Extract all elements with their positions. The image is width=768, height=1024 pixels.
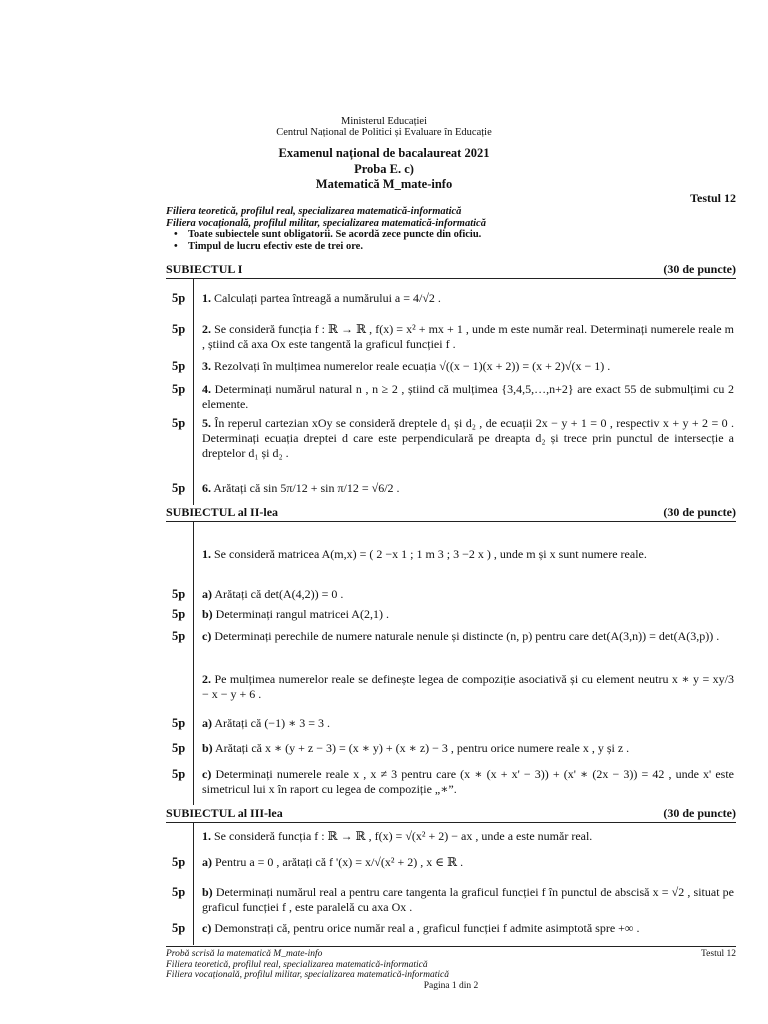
- points-label: 5p: [172, 855, 186, 869]
- subject-2-block: [166, 521, 736, 805]
- test-number: Testul 12: [690, 191, 736, 205]
- item-text: Arătați că sin 5π/12 + sin π/12 = √6/2 .: [213, 481, 400, 495]
- exam-title: Examenul național de bacalaureat 2021: [278, 146, 490, 160]
- subject-points: (30 de puncte): [663, 806, 736, 820]
- column-divider: [193, 279, 194, 505]
- points-label: 5p: [172, 416, 186, 430]
- points-label: 5p: [172, 382, 186, 396]
- page-number: Pagina 1 din 2: [423, 980, 479, 991]
- item-number: c): [202, 767, 212, 781]
- item-number: 4.: [202, 382, 211, 396]
- subject-title: SUBIECTUL al II-lea: [166, 505, 279, 519]
- item-number: 3.: [202, 359, 211, 373]
- item-number: 5.: [202, 416, 211, 430]
- proba-label: Proba E. c): [354, 161, 414, 176]
- item-text: Pe mulțimea numerelor reale se definește legea de compoziție asociativă și cu element neutru x ∗ y = xy/3 − x − y + 6 .: [202, 672, 735, 701]
- column-divider: [193, 522, 194, 805]
- item-text: Determinați perechile de numere naturale nenule și distincte (n, p) pentru care det(A(3,n)) = det(A(3,p)) .: [214, 629, 720, 643]
- item-text: Arătați că x ∗ (y + z − 3) = (x ∗ y) + (x ∗ z) − 3 , pentru orice numere reale x , y și z .: [215, 741, 630, 755]
- subject-title: SUBIECTUL I: [166, 262, 243, 276]
- points-label: 5p: [172, 741, 186, 755]
- item-number: a): [202, 716, 212, 730]
- footer-line-3: Filiera vocațională, profilul militar, specializarea matematică-informatică: [166, 970, 449, 980]
- points-label: 5p: [172, 607, 186, 621]
- points-label: 5p: [172, 767, 186, 781]
- item-number: 2.: [202, 322, 211, 336]
- item-text: Se consideră matricea A(m,x) = ( 2 −x 1 ; 1 m 3 ; 3 −2 x ) , unde m și x sunt numere reale.: [214, 547, 647, 561]
- item-text: Determinați numărul real a pentru care tangenta la graficul funcției f în punctul de abscisă x = √2 , situat pe graficul funcției f , este paralelă cu axa Ox .: [202, 885, 734, 914]
- intro-line-1: Filiera teoretică, profilul real, specializarea matematică-informatică: [166, 206, 462, 217]
- column-divider: [193, 823, 194, 945]
- item-text: Determinați numărul natural n , n ≥ 2 , știind că mulțimea {3,4,5,…,n+2} are exact 55 de submulțimi cu 2 elemente.: [202, 382, 734, 411]
- footer-line-1: Probă scrisă la matematică M_mate-info: [166, 949, 323, 959]
- footer-test: Testul 12: [701, 949, 736, 959]
- item-text: Se consideră funcția f : ℝ → ℝ , f(x) = √(x² + 2) − ax , unde a este număr real.: [214, 829, 593, 843]
- item-number: 6.: [202, 481, 211, 495]
- item-text: Arătați că det(A(4,2)) = 0 .: [214, 587, 344, 601]
- subject-1-heading: [166, 262, 736, 277]
- item-text: Determinați numerele reale x , x ≠ 3 pentru care (x ∗ (x + x' − 3)) + (x' ∗ (2x − 3)) = 42 , unde x' este simetricul lui x în raport cu legea de compoziție „∗”.: [202, 767, 734, 796]
- item-text: Demonstrați că, pentru orice număr real a , graficul funcției f admite asimptotă spre +∞ .: [214, 921, 640, 935]
- points-label: 5p: [172, 322, 186, 336]
- page-footer: [166, 946, 736, 991]
- subject-label: Matematică M_mate-info: [315, 177, 453, 191]
- item-text: Pentru a = 0 , arătați că f '(x) = x/√(x² + 2) , x ∈ ℝ .: [215, 855, 464, 869]
- item-number: c): [202, 921, 212, 935]
- subject-1-block: [166, 278, 736, 505]
- subject-points: (30 de puncte): [663, 505, 736, 519]
- points-label: 5p: [172, 291, 186, 305]
- item-number: b): [202, 741, 213, 755]
- item-number: a): [202, 587, 212, 601]
- points-label: 5p: [172, 629, 186, 643]
- center-name: Centrul Național de Politici și Evaluare în Educație: [276, 127, 492, 138]
- subject-points: (30 de puncte): [663, 262, 736, 276]
- points-label: 5p: [172, 359, 186, 373]
- intro-line-2: Filiera vocațională, profilul militar, specializarea matematică-informatică: [166, 217, 486, 229]
- instructions-list: [166, 229, 736, 252]
- subject-3-block: [166, 822, 736, 945]
- points-label: 5p: [172, 716, 186, 730]
- intro-block: [166, 206, 736, 252]
- item-text: Calculați partea întreagă a numărului a = 4/√2 .: [214, 291, 441, 305]
- subject-2-heading: [166, 505, 736, 520]
- item-text: În reperul cartezian xOy se consideră dreptele d₁ și d₂ , de ecuații 2x − y + 1 = 0 , respectiv x + y + 2 = 0 . Determinați ecuația dreptei d care este perpendiculară pe dreapta d₂ și trece prin punctul de intersecție a dreptelor d₁ și d₂ .: [202, 416, 735, 460]
- item-text: Arătați că (−1) ∗ 3 = 3 .: [214, 716, 330, 730]
- item-number: c): [202, 629, 212, 643]
- item-number: a): [202, 855, 212, 869]
- footer-line-2: Filiera teoretică, profilul real, specializarea matematică-informatică: [166, 959, 428, 970]
- item-number: b): [202, 607, 213, 621]
- ministry-name: Ministerul Educației: [340, 116, 428, 127]
- item-number: 1.: [202, 291, 211, 305]
- points-label: 5p: [172, 481, 186, 495]
- points-label: 5p: [172, 885, 186, 899]
- ministry-header: [0, 116, 768, 138]
- item-text: Determinați rangul matricei A(2,1) .: [215, 607, 389, 621]
- subject-title: SUBIECTUL al III-lea: [166, 806, 283, 820]
- points-label: 5p: [172, 921, 186, 935]
- exam-title-block: [0, 146, 768, 193]
- item-number: b): [202, 885, 213, 899]
- points-label: 5p: [172, 587, 186, 601]
- instruction-item: • Timpul de lucru efectiv este de trei ore.: [180, 241, 736, 253]
- item-text: Rezolvați în mulțimea numerelor reale ecuația √((x − 1)(x + 2)) = (x + 2)√(x − 1) .: [214, 359, 611, 373]
- instruction-item: • Toate subiectele sunt obligatorii. Se acordă zece puncte din oficiu.: [180, 229, 736, 241]
- item-number: 1.: [202, 547, 211, 561]
- item-number: 1.: [202, 829, 211, 843]
- subject-3-heading: [166, 806, 736, 821]
- item-number: 2.: [202, 672, 211, 686]
- item-text: Se consideră funcția f : ℝ → ℝ , f(x) = x² + mx + 1 , unde m este număr real. Determinați numerele reale m , știind că axa Ox este tangentă la graficul funcției f .: [202, 322, 735, 351]
